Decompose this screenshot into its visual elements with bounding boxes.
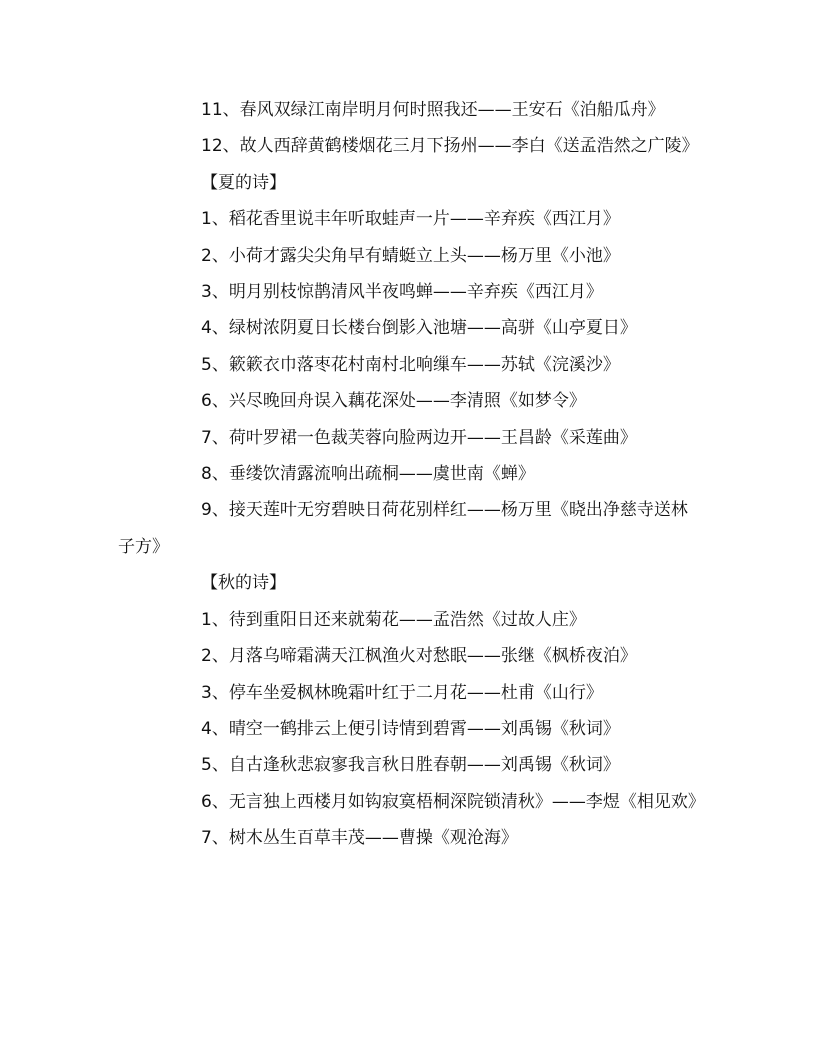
summer-poem-1: 1、稻花香里说丰年听取蛙声一片——辛弃疾《西江月》 — [201, 209, 620, 230]
autumn-poem-6: 6、无言独上西楼月如钩寂寞梧桐深院锁清秋》——李煜《相见欢》 — [201, 791, 705, 812]
poem-list — [118, 92, 705, 857]
autumn-heading: 【秋的诗】 — [201, 573, 286, 594]
summer-poem-7: 7、荷叶罗裙一色裁芙蓉向脸两边开——王昌龄《采莲曲》 — [201, 427, 637, 448]
summer-poem-2: 2、小荷才露尖尖角早有蜻蜓立上头——杨万里《小池》 — [201, 245, 620, 266]
summer-heading: 【夏的诗】 — [201, 172, 286, 193]
autumn-poem-3: 3、停车坐爱枫林晚霜叶红于二月花——杜甫《山行》 — [201, 682, 603, 703]
spring-poem-12: 12、故人西辞黄鹤楼烟花三月下扬州——李白《送孟浩然之广陵》 — [201, 136, 699, 157]
summer-poem-6: 6、兴尽晚回舟误入藕花深处——李清照《如梦令》 — [201, 391, 586, 412]
autumn-poem-7: 7、树木丛生百草丰茂——曹操《观沧海》 — [201, 828, 518, 849]
summer-poem-9: 9、接天莲叶无穷碧映日荷花别样红——杨万里《晓出净慈寺送林子方》 — [118, 500, 688, 557]
summer-poem-3: 3、明月别枝惊鹊清风半夜鸣蝉——辛弃疾《西江月》 — [201, 282, 603, 303]
summer-poem-4: 4、绿树浓阴夏日长楼台倒影入池塘——高骈《山亭夏日》 — [201, 318, 637, 339]
autumn-poem-5: 5、自古逢秋悲寂寥我言秋日胜春朝——刘禹锡《秋词》 — [201, 755, 620, 776]
summer-poem-8: 8、垂缕饮清露流响出疏桐——虞世南《蝉》 — [201, 464, 535, 485]
spring-poem-11: 11、春风双绿江南岸明月何时照我还——王安石《泊船瓜舟》 — [201, 100, 665, 120]
autumn-poem-4: 4、晴空一鹤排云上便引诗情到碧霄——刘禹锡《秋词》 — [201, 718, 620, 739]
autumn-poem-2: 2、月落乌啼霜满天江枫渔火对愁眠——张继《枫桥夜泊》 — [201, 646, 637, 667]
autumn-poem-1: 1、待到重阳日还来就菊花——孟浩然《过故人庄》 — [201, 609, 586, 630]
summer-poem-5: 5、簌簌衣巾落枣花村南村北响缫车——苏轼《浣溪沙》 — [201, 354, 620, 375]
